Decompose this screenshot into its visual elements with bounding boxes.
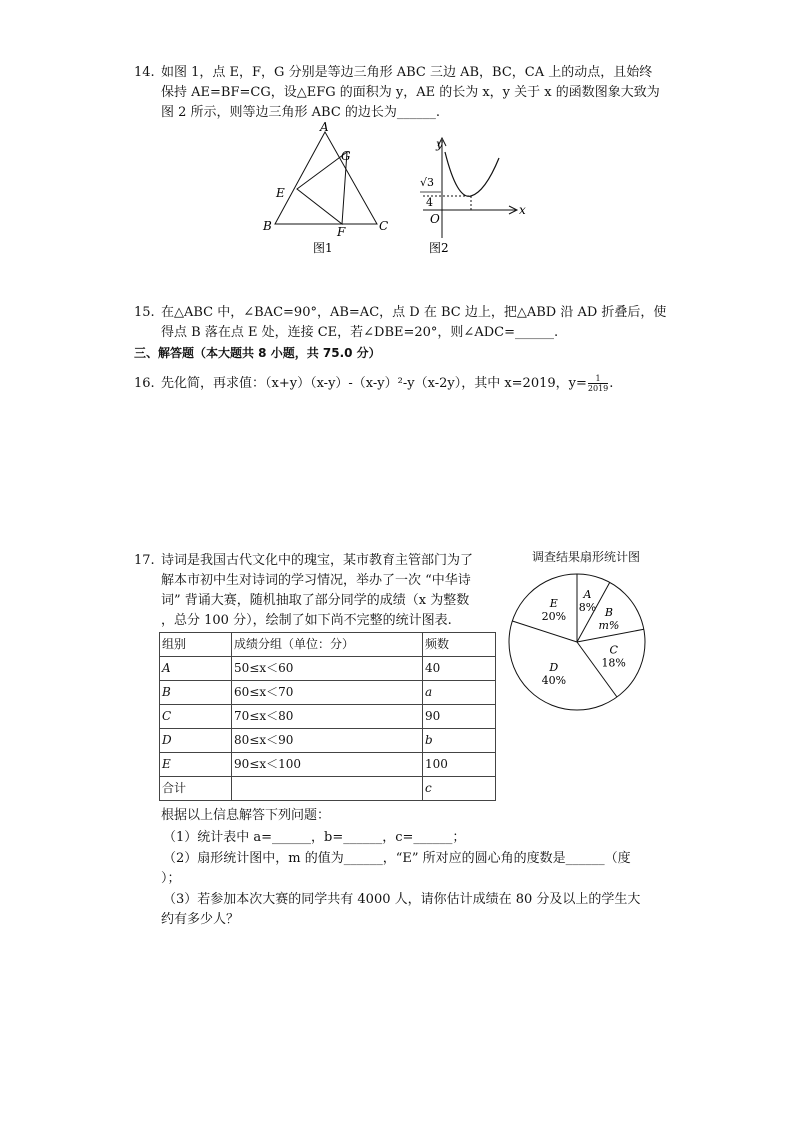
q17-sub2: （2）扇形统计图中，m 的值为______，“E” 所对应的圆心角的度数是______（度 (163, 851, 631, 866)
pie-slice-boundary-E (512, 621, 577, 642)
label-A: A (320, 120, 329, 134)
table-cell: 100 (423, 753, 496, 777)
pie-value-E: 20% (541, 610, 567, 624)
q15-line2: 得点 B 落在点 E 处，连接 CE，若∠DBE=20°，则∠ADC=______. (161, 325, 559, 340)
pie-chart (505, 565, 655, 715)
label-E: E (276, 186, 285, 200)
pie-label-B: B (604, 605, 613, 619)
header-cell: 频数 (423, 633, 496, 657)
table-row (160, 729, 496, 753)
q15-line1: 在△ABC 中，∠BAC=90°，AB=AC，点 D 在 BC 边上，把△ABD 沿 AD 折叠后，使 (161, 305, 667, 320)
table-cell (232, 777, 423, 801)
q17-line2: 解本市初中生对诗词的学习情况，举办了一次 “中华诗 (161, 573, 471, 588)
table-cell: 70≤x＜80 (232, 705, 423, 729)
origin-label: O (430, 212, 440, 226)
figure2-caption: 图2 (429, 241, 449, 255)
q17-sub3: （3）若参加本次大赛的同学共有 4000 人，请你估计成绩在 80 分及以上的学生大 (163, 892, 641, 907)
axis-y-label: y (436, 137, 443, 151)
label-G: G (341, 149, 351, 163)
label-C: C (379, 219, 389, 233)
q17-sub2-cont: ）； (161, 871, 181, 886)
pie-value-B: m% (598, 618, 620, 632)
q16-expression: 先化简，再求值：（x+y）（x-y）-（x-y）²-y（x-2y），其中 x=2019，y= (161, 376, 587, 391)
figure1-caption: 图1 (313, 241, 333, 255)
q17-number: 17. (134, 553, 155, 568)
q17-sub3-cont: 约有多少人？ (161, 912, 240, 927)
table-cell: 50≤x＜60 (232, 657, 423, 681)
q16-fraction (588, 374, 608, 393)
pie-value-C: 18% (601, 656, 626, 670)
table-cell: 90≤x＜100 (232, 753, 423, 777)
q16-text (161, 374, 613, 394)
stats-table (159, 632, 496, 801)
table-row (160, 777, 496, 801)
table-row (160, 657, 496, 681)
table-header-row (160, 633, 496, 657)
table-cell: c (423, 777, 496, 801)
header-cell: 成绩分组（单位：分） (232, 633, 423, 657)
pie-title: 调查结果扇形统计图 (532, 550, 641, 564)
axis-x-label: x (519, 203, 526, 217)
q16-frac-numerator: 1 (588, 374, 608, 384)
q16-tail: . (609, 376, 614, 391)
table-row (160, 753, 496, 777)
sqrt3-label: √3 (420, 176, 435, 189)
pie-label-A: A (583, 588, 592, 602)
four-label: 4 (426, 196, 433, 209)
table-row (160, 681, 496, 705)
q14-number: 14. (134, 65, 155, 80)
table-cell: 合计 (160, 777, 232, 801)
table-cell: D (160, 729, 232, 753)
q14-line3: 图 2 所示，则等边三角形 ABC 的边长为______. (161, 105, 441, 120)
label-F: F (337, 225, 346, 239)
table-cell: 60≤x＜70 (232, 681, 423, 705)
header-cell: 组别 (160, 633, 232, 657)
figure2-graph (405, 130, 535, 258)
pie-label-C: C (609, 643, 618, 657)
q17-line1: 诗词是我国古代文化中的瑰宝，某市教育主管部门为了 (161, 553, 474, 568)
table-cell: 90 (423, 705, 496, 729)
table-row (160, 705, 496, 729)
table-cell: B (160, 681, 232, 705)
q17-sub1: （1）统计表中 a=______，b=______，c=______； (163, 830, 466, 845)
table-cell: a (423, 681, 496, 705)
q17-line4: ，总分 100 分），绘制了如下尚不完整的统计图表. (161, 613, 452, 628)
q16-number: 16. (134, 376, 155, 391)
table-cell: 40 (423, 657, 496, 681)
table-cell: A (160, 657, 232, 681)
pie-label-D: D (549, 660, 559, 674)
pie-value-D: 40% (541, 673, 567, 687)
q15-number: 15. (134, 305, 155, 320)
table-cell: b (423, 729, 496, 753)
q17-line3: 词” 背诵大赛，随机抽取了部分同学的成绩（x 为整数 (161, 593, 470, 608)
table-cell: E (160, 753, 232, 777)
pie-value-A: 8% (578, 601, 597, 615)
table-cell: 80≤x＜90 (232, 729, 423, 753)
table-cell: C (160, 705, 232, 729)
pie-label-E: E (549, 597, 558, 611)
section-3-heading: 三、解答题（本大题共 8 小题，共 75.0 分） (134, 346, 381, 360)
q17-after-table: 根据以上信息解答下列问题： (161, 808, 331, 823)
q14-line2: 保持 AE=BF=CG，设△EFG 的面积为 y，AE 的长为 x，y 关于 x 的函数图象大致为 (161, 85, 660, 100)
q16-frac-denominator: 2019 (587, 384, 609, 393)
figure1-triangle (255, 118, 405, 258)
q14-line1: 如图 1，点 E，F，G 分别是等边三角形 ABC 三边 AB，BC，CA 上的动点，且始终 (161, 65, 653, 80)
label-B: B (263, 219, 272, 233)
